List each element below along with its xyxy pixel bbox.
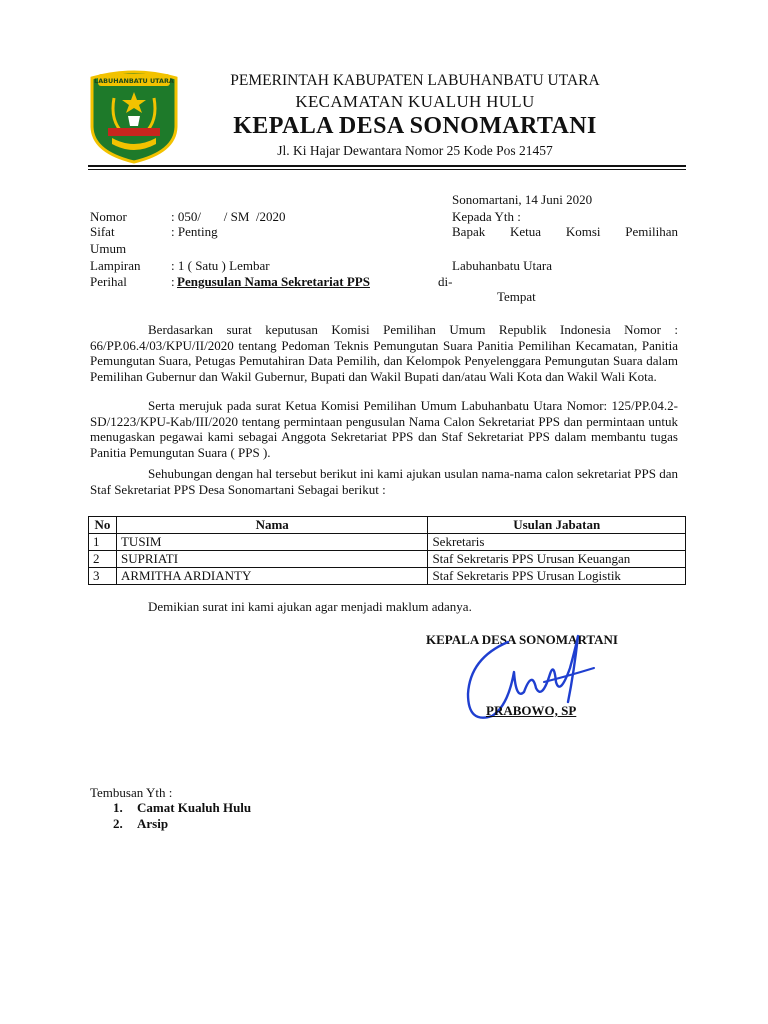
recipient-word: Komsi xyxy=(565,224,601,239)
letter-date: Sonomartani, 14 Juni 2020 xyxy=(452,192,593,207)
sifat-label: Sifat xyxy=(90,224,115,239)
recipient-wrap: Umum xyxy=(90,241,127,256)
signatory-name: PRABOWO, SP xyxy=(486,703,577,718)
cc-item-number: 1. xyxy=(113,800,123,815)
recipient-word: Ketua xyxy=(510,224,542,239)
recipient-line2: Labuhanbatu Utara xyxy=(452,258,552,273)
table-cell: 3 xyxy=(89,568,117,585)
recipient-tempat: Tempat xyxy=(497,289,536,304)
recipient-line1 xyxy=(452,223,678,240)
body-paragraph-3: Sehubungan dengan hal tersebut berikut ini kami ajukan usulan nama-nama calon sekretariat PPS dan Staf Sekretariat PPS Desa Sonomartani Sebagai berikut : xyxy=(90,466,678,497)
table-header-row xyxy=(89,517,686,534)
table-cell: Sekretaris xyxy=(428,534,686,551)
nomor-value: : 050/ / SM /2020 xyxy=(171,209,286,224)
perihal-colon: : xyxy=(171,274,175,289)
recipient-kepada: Kepada Yth : xyxy=(452,209,521,224)
table-row xyxy=(89,551,686,568)
table-header: Nama xyxy=(116,517,427,534)
cc-item-number: 2. xyxy=(113,816,123,831)
nominee-table xyxy=(88,516,686,585)
table-cell: ARMITHA ARDIANTY xyxy=(116,568,427,585)
table-cell: TUSIM xyxy=(116,534,427,551)
table-cell: Staf Sekretaris PPS Urusan Keuangan xyxy=(428,551,686,568)
body-paragraph-2: Serta merujuk pada surat Ketua Komisi Pemilihan Umum Labuhanbatu Utara Nomor: 125/PP.04.2-SD/1223/KPU-Kab/III/2020 tentang permintaan pengusulan Nama Calon Sekretariat PPS dan permintaan untuk menugaskan pegawai kami sebagai Anggota Sekretariat PPS dan Staf Sekretariat PPS dalam membantu tugas Panitia Pemungutan Suara ( PPS ). xyxy=(90,398,678,460)
letterhead-office: KEPALA DESA SONOMARTANI xyxy=(233,113,597,139)
logo-text: LABUHANBATU UTARA xyxy=(94,77,174,85)
letterhead-rule-thick xyxy=(88,165,686,167)
signature-title: KEPALA DESA SONOMARTANI xyxy=(426,632,618,647)
perihal-value: Pengusulan Nama Sekretariat PPS xyxy=(177,274,370,289)
body-paragraph-1: Berdasarkan surat keputusan Komisi Pemilihan Umum Republik Indonesia Nomor : 66/PP.06.4/03/KPU/II/2020 tentang Pedoman Teknis Pemungutan Suara Panitia Pemilihan Kecamatan, Panitia Pemungutan Suara, Petugas Pemutahiran Data Pemilih, dan Kelompok Penyelenggara Pemungutan Suara dalam Pemilihan Gubernur dan Wakil Gubernur, Bupati dan Wakil Bupati dan/atau Wali Kota dan Wakil Wali Kota. xyxy=(90,322,678,384)
nomor-label: Nomor xyxy=(90,209,127,224)
table-cell: Staf Sekretaris PPS Urusan Logistik xyxy=(428,568,686,585)
table-cell: 1 xyxy=(89,534,117,551)
letterhead-government: PEMERINTAH KABUPATEN LABUHANBATU UTARA xyxy=(230,72,600,89)
recipient-word: Pemilihan xyxy=(625,224,678,239)
table-header: Usulan Jabatan xyxy=(428,517,686,534)
table-row xyxy=(89,534,686,551)
cc-label: Tembusan Yth : xyxy=(90,785,173,800)
cc-item-text: Arsip xyxy=(137,816,169,831)
table-header: No xyxy=(89,517,117,534)
recipient-di: di- xyxy=(438,274,453,289)
lampiran-value: : 1 ( Satu ) Lembar xyxy=(171,258,270,273)
sifat-value: : Penting xyxy=(171,224,218,239)
recipient-word: Bapak xyxy=(452,224,486,239)
regency-logo xyxy=(88,68,180,164)
closing-sentence: Demikian surat ini kami ajukan agar menjadi maklum adanya. xyxy=(148,599,472,614)
perihal-label: Perihal xyxy=(90,274,127,289)
cc-item-text: Camat Kualuh Hulu xyxy=(137,800,252,815)
letterhead-district: KECAMATAN KUALUH HULU xyxy=(295,92,535,111)
lampiran-label: Lampiran xyxy=(90,258,141,273)
letterhead-address: Jl. Ki Hajar Dewantara Nomor 25 Kode Pos 21457 xyxy=(277,143,553,158)
table-cell: SUPRIATI xyxy=(116,551,427,568)
regency-emblem-icon xyxy=(88,68,180,164)
table-row xyxy=(89,568,686,585)
table-cell: 2 xyxy=(89,551,117,568)
letterhead-rule-thin xyxy=(88,169,686,170)
